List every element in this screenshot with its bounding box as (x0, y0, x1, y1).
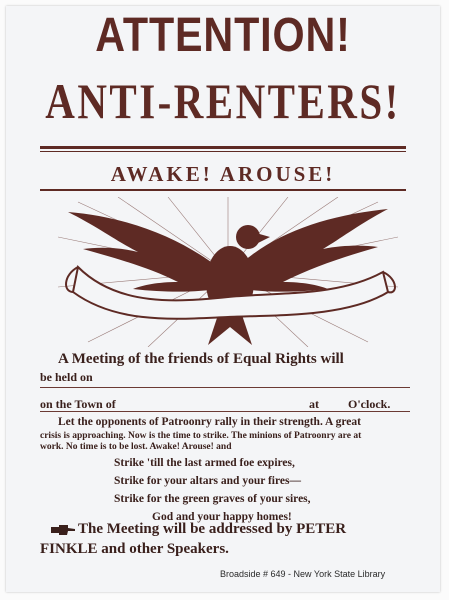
divider-mid (40, 189, 406, 191)
eagle-with-banner-icon (58, 197, 398, 347)
footer-credit: Broadside # 649 - New York State Library (220, 569, 386, 579)
verse-line-4: God and your happy homes! (152, 511, 292, 523)
verse-line-2: Strike for your altars and your fires— (114, 475, 301, 487)
paragraph-line-2: crisis is approaching. Now is the time to strike. The minions of Patroonry are at (40, 431, 362, 441)
town-label: on the Town of (40, 397, 116, 411)
closing-line-2: FINKLE and other Speakers. (40, 541, 229, 557)
broadside-poster (6, 6, 440, 592)
meeting-announcement: A Meeting of the friends of Equal Rights will (58, 351, 344, 367)
divider-top (40, 146, 406, 149)
subtitle-awake-arouse: AWAKE! AROUSE! (110, 162, 336, 186)
pointing-hand-icon (50, 523, 76, 537)
verse-line-3: Strike for the green graves of your sires, (114, 493, 311, 505)
at-label: at (309, 397, 319, 411)
paragraph-line-3: work. No time is to be lost. Awake! Arouse! and (40, 442, 232, 452)
verse-line-1: Strike 'till the last armed foe expires, (114, 457, 295, 469)
paragraph-line-1: Let the opponents of Patroonry rally in their strength. A great (58, 416, 361, 428)
title-anti-renters: ANTI-RENTERS! (45, 73, 401, 129)
meeting-held-on: be held on (40, 370, 93, 384)
blank-date-line (40, 387, 410, 388)
oclock-label: O'clock. (348, 397, 391, 411)
blank-town-line (40, 411, 410, 412)
divider-top-thin (40, 151, 406, 152)
closing-line-1: The Meeting will be addressed by PETER (78, 521, 347, 537)
title-attention: ATTENTION! (95, 9, 351, 62)
